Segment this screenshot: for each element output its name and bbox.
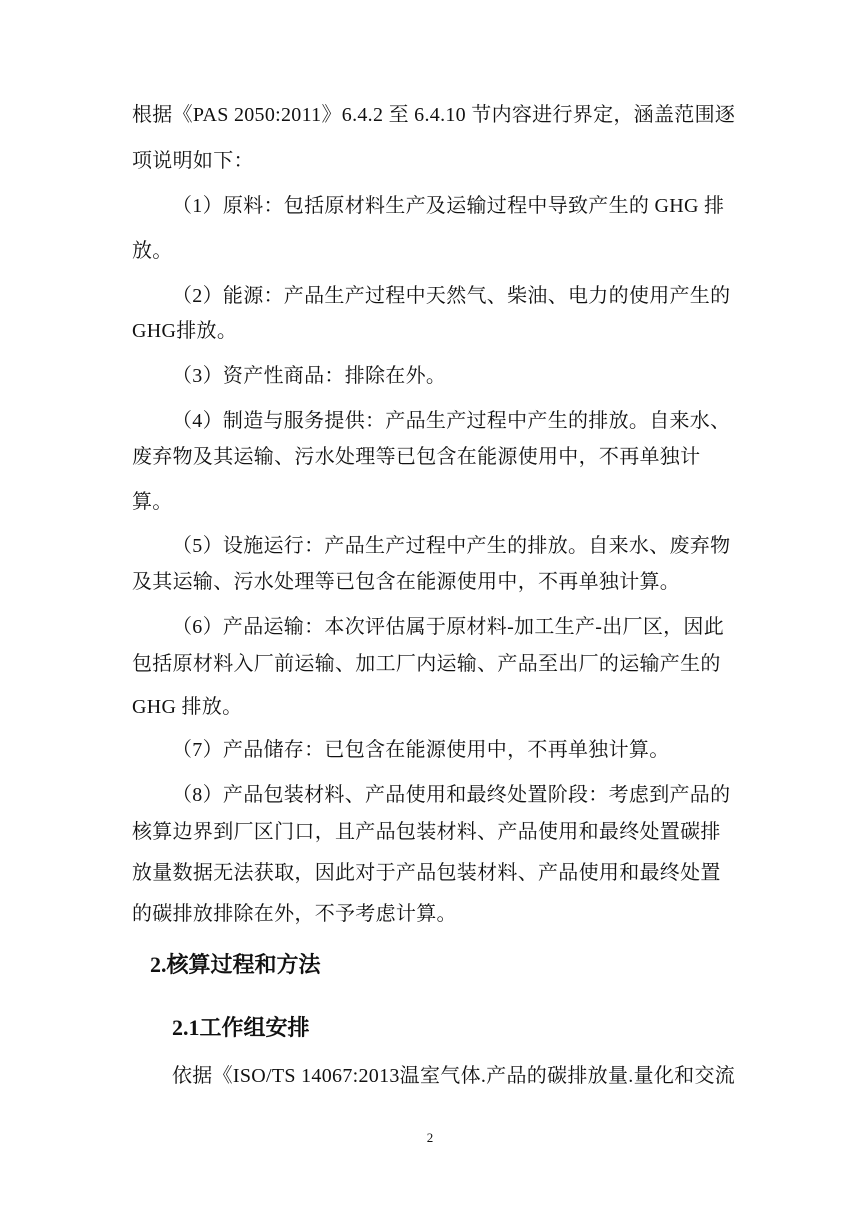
body-text-line: GHG排放。 <box>132 320 238 342</box>
subsection-heading: 2.1工作组安排 <box>172 1015 310 1040</box>
body-text-line: 核算边界到厂区门口，且产品包装材料、产品使用和最终处置碳排 <box>132 821 721 843</box>
body-text-line: （7）产品储存：已包含在能源使用中，不再单独计算。 <box>172 739 670 761</box>
body-text-line: （1）原料：包括原材料生产及运输过程中导致产生的 GHG 排 <box>172 195 725 217</box>
body-text-line: 包括原材料入厂前运输、加工厂内运输、产品至出厂的运输产生的 <box>132 653 721 675</box>
body-text-line: （8）产品包装材料、产品使用和最终处置阶段：考虑到产品的 <box>172 784 731 806</box>
body-text-line: 的碳排放排除在外，不予考虑计算。 <box>132 903 457 925</box>
body-text-line: GHG 排放。 <box>132 696 243 718</box>
body-text-line: （4）制造与服务提供：产品生产过程中产生的排放。自来水、 <box>172 410 731 432</box>
body-text-line: （6）产品运输：本次评估属于原材料-加工生产-出厂区，因此 <box>172 616 725 638</box>
body-text-line: 放。 <box>132 240 173 262</box>
page-number: 2 <box>426 1130 434 1145</box>
body-text-line: 根据《PAS 2050:2011》6.4.2 至 6.4.10 节内容进行界定，涵盖范围逐 <box>132 104 736 126</box>
body-text-line: 项说明如下： <box>132 150 254 172</box>
body-text-line: 及其运输、污水处理等已包含在能源使用中，不再单独计算。 <box>132 571 681 593</box>
body-text-line: 废弃物及其运输、污水处理等已包含在能源使用中，不再单独计 <box>132 446 701 468</box>
body-text-line: （5）设施运行：产品生产过程中产生的排放。自来水、废弃物 <box>172 535 731 557</box>
section-heading: 2.核算过程和方法 <box>150 952 321 977</box>
body-text-line: 算。 <box>132 491 173 513</box>
body-text-line: （3）资产性商品：排除在外。 <box>172 365 447 387</box>
body-text-line: 放量数据无法获取，因此对于产品包装材料、产品使用和最终处置 <box>132 862 721 884</box>
body-text-line: （2）能源：产品生产过程中天然气、柴油、电力的使用产生的 <box>172 285 731 307</box>
body-text-line: 依据《ISO/TS 14067:2013温室气体.产品的碳排放量.量化和交流 <box>172 1065 736 1087</box>
